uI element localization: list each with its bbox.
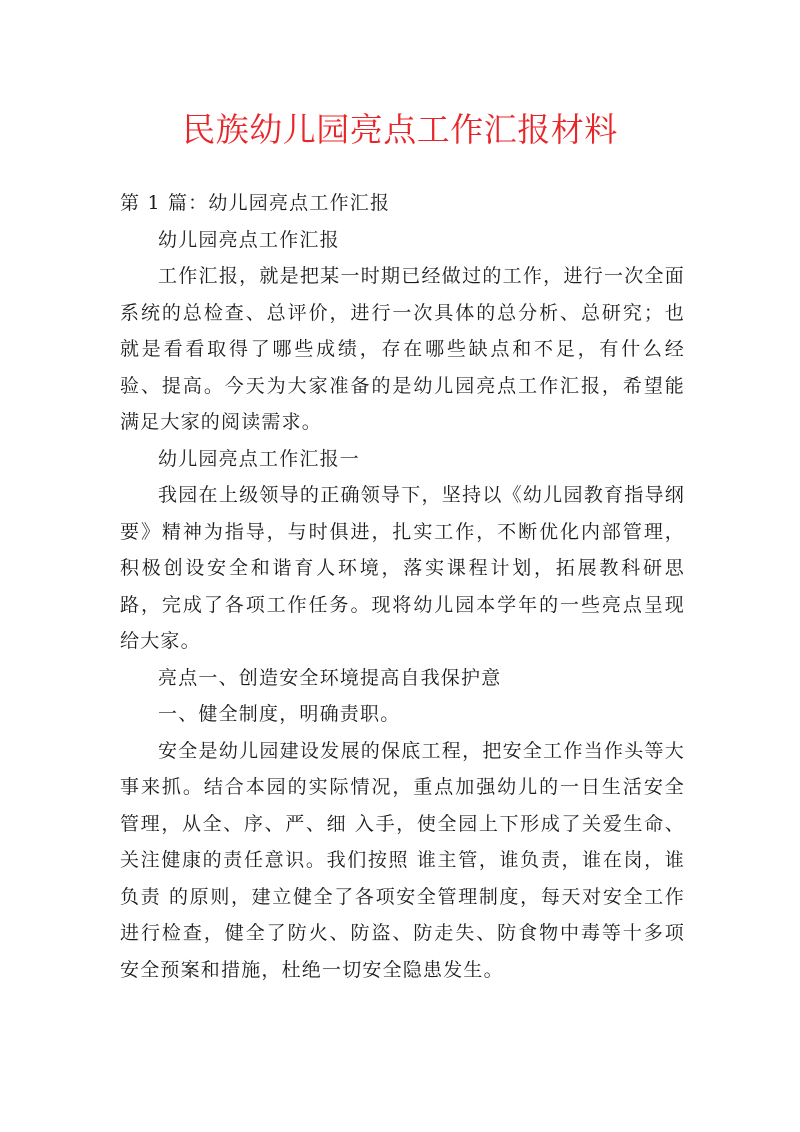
body-paragraph: 安全是幼儿园建设发展的保底工程，把安全工作当作头等大事来抓。结合本园的实际情况，重点加强幼儿的一日生活安全管理，从全、序、严、细 入手，使全园上下形成了关爱生命、关注健康的责任意识。我们按照 谁主管，谁负责，谁在岗，谁负责 的原则，建立健全了各项安全管理制度，每天对安全工作进行检查，健全了防火、防盗、防走失、防食物中毒等十多项安全预案和措施，杜绝一切安全隐患发生。 <box>120 739 685 981</box>
document-body <box>120 185 685 988</box>
section-heading: 幼儿园亮点工作汇报 <box>158 228 340 251</box>
body-paragraph: 我园在上级领导的正确领导下，坚持以《幼儿园教育指导纲要》精神为指导，与时俱进，扎实工作，不断优化内部管理，积极创设安全和谐育人环境，落实课程计划，拓展教科研思路，完成了各项工作任务。现将幼儿园本学年的一些亮点呈现给大家。 <box>120 484 685 652</box>
section-heading: 亮点一、创造安全环境提高自我保护意 <box>158 666 502 689</box>
document-title: 民族幼儿园亮点工作汇报材料 <box>182 110 618 149</box>
subsection-heading: 一、健全制度，明确责职。 <box>158 703 401 725</box>
part-heading: 第 1 篇：幼儿园亮点工作汇报 <box>120 192 391 214</box>
section-heading: 幼儿园亮点工作汇报一 <box>158 447 361 470</box>
body-paragraph: 工作汇报，就是把某一时期已经做过的工作，进行一次全面系统的总检查、总评价，进行一次具体的总分析、总研究；也就是看看取得了哪些成绩，存在哪些缺点和不足，有什么经验、提高。今天为大家准备的是幼儿园亮点工作汇报，希望能满足大家的阅读需求。 <box>120 265 685 433</box>
